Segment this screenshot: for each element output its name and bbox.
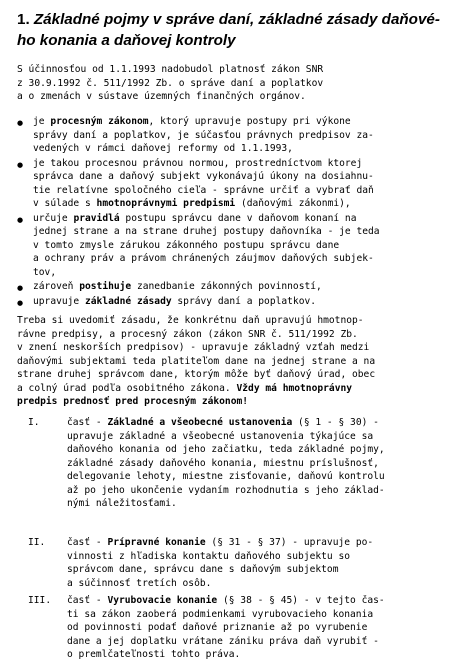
text-line	[67, 430, 457, 444]
text-line	[33, 129, 457, 143]
text-segment: ti sa zákon zaoberá podmienkami vyrubovacieho konania	[67, 608, 374, 620]
intro-line: S účinnosťou od 1.1.1993 nadobudol platnosť zákon SNR	[17, 64, 324, 75]
part-description	[67, 416, 457, 511]
bold-term: Prípravné konanie	[107, 537, 206, 548]
text-segment: správy daní a poplatkov.	[171, 295, 317, 307]
text-segment: až po jeho ukončenie vydaním rozhodnutia s jeho základ-	[67, 484, 385, 496]
text-segment: základné zásady daňového konania, miestnu príslušnosť,	[67, 457, 379, 469]
intro-line: z 30.9.1992 č. 511/1992 Zb. o správe daní a poplatkov	[17, 77, 324, 89]
text-segment: je takou procesnou právnou normou, prostredníctvom ktorej	[33, 157, 363, 169]
text-line	[17, 328, 457, 342]
text-segment: Treba si uvedomiť zásadu, že konkrétnu daň upravujú hmotnop-	[17, 315, 364, 326]
text-segment: jednej strane a na strane druhej postupy daňovníka - je teda	[33, 226, 380, 237]
section-title-part1: Základné pojmy v správe daní, základné zásady daňové-	[33, 11, 440, 28]
text-segment: správy daní a poplatkov, je súčasťou právnych predpisov za-	[33, 129, 374, 141]
text-line	[67, 594, 457, 608]
text-line	[67, 457, 457, 471]
bullet-icon: ●	[17, 298, 24, 307]
bullet-icon: ●	[17, 215, 24, 224]
bold-term: Základné a všeobecné ustanovenia	[107, 417, 293, 428]
text-segment: v tomto zmysle zárukou zákonného postupu správcu dane	[33, 239, 340, 251]
text-line	[67, 443, 457, 457]
text-segment: správcom dane, správcu dane s daňovým subjektom	[67, 564, 339, 575]
part-description	[67, 536, 457, 590]
text-line	[67, 635, 457, 649]
text-segment: správca dane a daňový subjekt vykonávajú úkony na dosiahnu-	[33, 171, 374, 182]
bullet-icon: ●	[17, 160, 24, 169]
text-segment: rávne predpisy, a procesný zákon (zákon SNR č. 511/1992 Zb.	[17, 328, 358, 340]
text-segment: v znení neskorších predpisov) - upravuje základný vzťah medzi	[17, 342, 370, 353]
characteristics-list	[17, 115, 457, 309]
text-segment: určuje	[33, 212, 74, 224]
text-line	[33, 280, 457, 294]
text-segment: v súlade s	[33, 198, 97, 209]
text-segment: časť -	[67, 595, 108, 606]
bold-term: procesným zákonom	[50, 116, 149, 127]
bold-term: Vyrubovacie konanie	[107, 595, 218, 606]
text-segment: (§ 38 - § 45) - v tejto čas-	[217, 595, 385, 606]
list-item	[17, 157, 457, 211]
text-segment: je	[33, 116, 51, 127]
text-segment: o premlčateľnosti tohto práva.	[67, 649, 241, 660]
section-number: 1.	[17, 11, 30, 28]
text-line	[33, 157, 457, 171]
text-segment: daňového konania od jeho začiatku, teda základné pojmy,	[67, 444, 385, 455]
text-line	[67, 497, 457, 511]
text-line	[33, 252, 457, 266]
text-line	[33, 225, 457, 239]
text-segment: zároveň	[33, 281, 80, 292]
text-segment: (§ 31 - § 37) - upravuje po-	[205, 537, 374, 548]
bold-term: hmotnoprávnymi predpismi	[96, 198, 236, 209]
part-description	[67, 594, 457, 662]
text-segment: , ktorý upravuje postupy pri výkone	[148, 116, 351, 127]
text-segment: a súčinnosť tretích osôb.	[67, 577, 212, 589]
text-line	[67, 608, 457, 622]
text-line	[17, 355, 457, 369]
text-segment: postupu správcu dane v daňovom konaní na	[119, 212, 357, 224]
list-item	[17, 295, 457, 309]
text-segment: a colný úrad podľa osobitného zákona.	[17, 382, 237, 394]
text-line	[17, 341, 457, 355]
text-line	[33, 266, 457, 280]
section-heading-line2: ho konania a daňovej kontroly	[17, 32, 236, 49]
text-segment: upravuje základné a všeobecné ustanovenia týkajúce sa	[67, 430, 374, 442]
principle-paragraph	[17, 314, 457, 409]
text-line	[33, 142, 457, 156]
text-line	[67, 416, 457, 430]
text-segment: od povinnosti podať daňové priznanie až po vyrubenie	[67, 622, 368, 633]
bold-term: pravidlá	[73, 212, 120, 224]
text-segment: nými náležitosťami.	[67, 498, 177, 509]
text-segment: (§ 1 - § 30) -	[292, 417, 379, 428]
text-line	[33, 212, 457, 226]
text-line	[33, 170, 457, 184]
list-item	[17, 280, 457, 294]
text-line	[17, 368, 457, 382]
text-segment: (daňovými zákonmi),	[235, 198, 351, 209]
bold-term: postihuje	[79, 281, 132, 292]
part-roman-numeral: I.	[28, 417, 40, 428]
text-segment: vinnosti z hľadiska kontaktu daňového subjektu so	[67, 550, 351, 562]
bold-term: predpis prednosť pred procesným zákonom!	[17, 396, 249, 407]
text-line	[33, 184, 457, 198]
text-segment: strane druhej správcom dane, ktorým môže byť daňový úrad, obec	[17, 369, 376, 380]
list-item	[17, 212, 457, 280]
intro-paragraph	[17, 63, 457, 104]
text-line	[17, 395, 457, 409]
text-line	[67, 536, 457, 550]
bullet-icon: ●	[17, 284, 24, 292]
text-segment: daňovými subjektami teda platiteľom dane na jednej strane a na	[17, 355, 376, 367]
section-heading-line1	[17, 9, 457, 30]
text-line	[33, 239, 457, 253]
text-segment: zanedbanie zákonných povinností,	[131, 281, 322, 292]
text-segment: vedených v rámci daňovej reformy od 1.1.1993,	[33, 143, 293, 154]
text-line	[67, 550, 457, 564]
text-segment: dane a jej doplatku vrátane zániku práva daň vyrubiť -	[67, 635, 379, 647]
text-line	[67, 563, 457, 577]
text-line	[17, 382, 457, 396]
text-segment: časť -	[67, 537, 108, 548]
text-line	[33, 115, 457, 129]
text-segment: delegovanie lehoty, miestne zisťovanie, daňovú kontrolu	[67, 471, 385, 482]
text-line	[33, 295, 457, 309]
text-line	[17, 314, 457, 328]
bullet-icon: ●	[17, 119, 24, 127]
bold-term: Vždy má hmotnoprávny	[236, 382, 353, 394]
text-segment: upravuje	[33, 295, 85, 307]
bold-term: základné zásady	[84, 295, 172, 307]
part-roman-numeral: III.	[28, 595, 52, 606]
section-heading	[17, 9, 457, 51]
text-line	[67, 577, 457, 591]
text-segment: a ochrany práv a právom chránených záujmov daňových subjek-	[33, 253, 374, 264]
intro-line: a o zmenách v sústave územných finančných orgánov.	[17, 91, 306, 102]
list-item	[17, 115, 457, 156]
text-segment: tov,	[33, 266, 57, 278]
text-line	[67, 470, 457, 484]
text-segment: tie relatívne spoločného cieľa - správne určiť a vybrať daň	[33, 184, 374, 196]
part-roman-numeral: II.	[28, 537, 46, 548]
text-line	[67, 484, 457, 498]
text-line	[67, 648, 457, 662]
text-line	[33, 197, 457, 211]
text-segment: časť -	[67, 417, 108, 428]
text-line	[67, 621, 457, 635]
